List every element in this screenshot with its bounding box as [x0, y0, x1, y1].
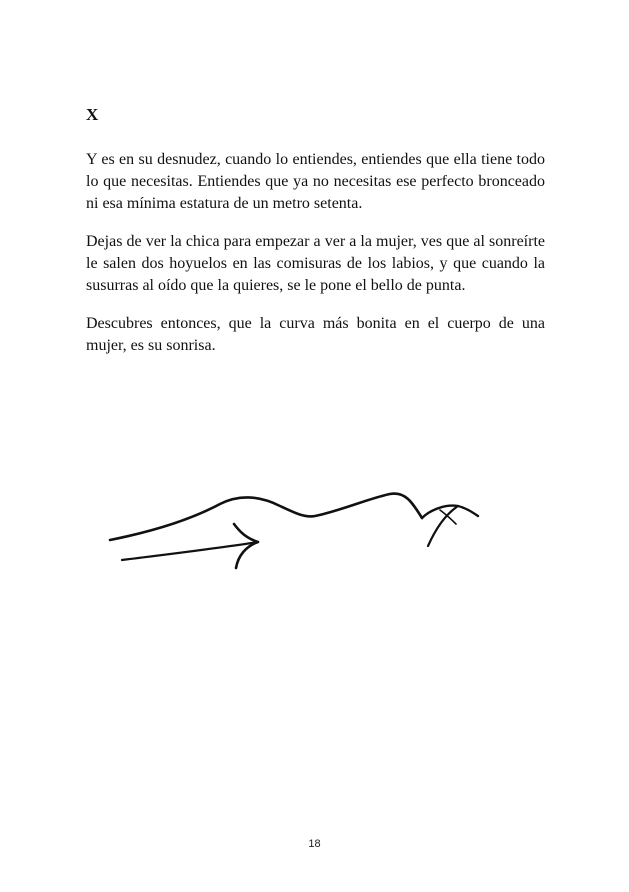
page-number: 18 [308, 838, 321, 850]
paragraph-1 [86, 149, 545, 215]
paragraph-text: Descubres entonces, que la curva más bonita en el cuerpo de una mujer, es su sonrisa. [86, 315, 545, 354]
paragraph-2 [86, 231, 545, 297]
paragraph-text: Dejas de ver la chica para empezar a ver a la mujer, ves que al sonreírte le salen dos hoyuelos en las comisuras de los labios, y que cuando la susurras al oído que la quieres, se le pone el bello de punta. [86, 233, 545, 294]
paragraph-text: Y es en su desnudez, cuando lo entiendes, entiendes que ella tiene todo lo que necesitas. Entiendes que ya no necesitas ese perfecto bronceado ni esa mínima estatura de un metro setenta. [86, 151, 545, 212]
body-contour-line [110, 494, 422, 540]
leg-line [122, 542, 258, 560]
paragraph-3 [86, 313, 545, 357]
chapter-heading: X [86, 105, 99, 124]
reclining-figure-icon [100, 480, 500, 580]
